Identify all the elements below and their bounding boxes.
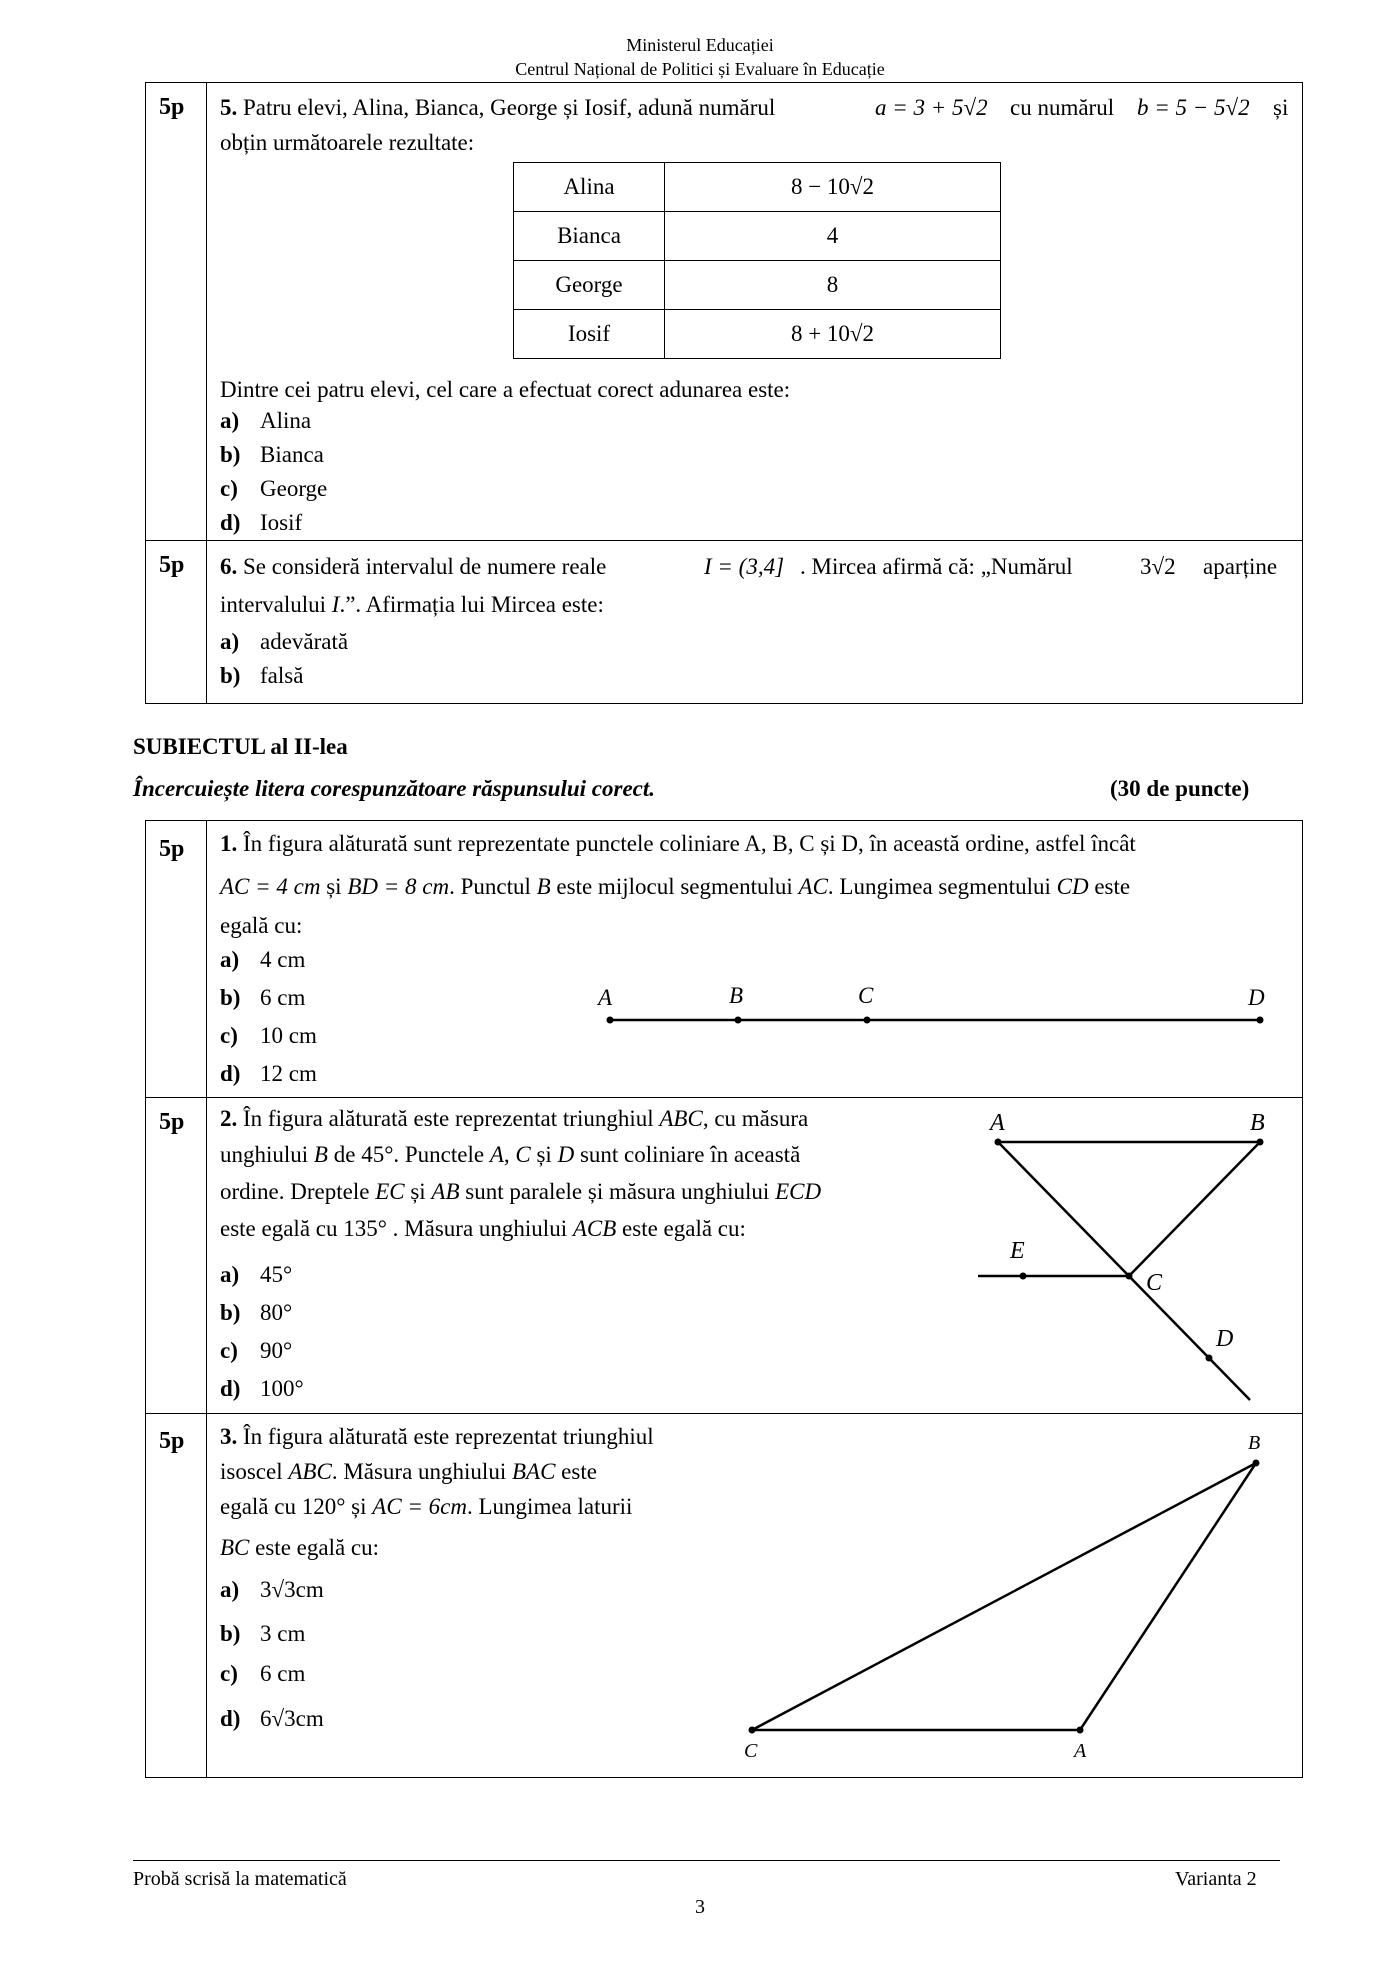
s2q1-line1: 1. În figura alăturată sunt reprezentate punctele coliniare A, B, C și D, în această ordine, astfel încât [220,831,1136,856]
s2q2-option-a[interactable]: a) 45° [220,1262,293,1287]
q6-text3: aparține [1203,554,1278,579]
point-c-dot [864,1017,871,1024]
s2q2-line4: este egală cu 135° . Măsura unghiului ACB este egală cu: [220,1216,746,1241]
q5-expr-b: b = 5 − 5√2 [1137,95,1250,120]
results-row [514,261,1001,310]
q5-text1: Patru elevi, Alina, Bianca, George și Iosif, adună numărul [243,95,776,120]
point-b-dot [1253,1460,1260,1467]
label-c: C [744,1740,758,1762]
point-d-dot [1206,1355,1213,1362]
q6-number: 6. [220,554,238,579]
s2q1-points: 5p [159,836,185,862]
s2q1-line2: AC = 4 cm și BD = 8 cm. Punctul B este mijlocul segmentului AC. Lungimea segmentului CD este [220,874,1131,899]
q5-option-c[interactable]: c) George [220,476,328,501]
isosceles-triangle-figure [730,1425,1270,1770]
result-value: 8 + 10√2 [665,310,1001,359]
row-divider [145,1097,1303,1098]
s2q3-option-a[interactable]: a) 3√3cm [220,1577,324,1602]
q6-interval: I = (3,4] [704,554,785,579]
q5-option-a[interactable]: a) Alina [220,408,312,433]
collinear-points-figure [590,975,1270,1035]
label-a: A [990,1110,1005,1136]
results-row [514,163,1001,212]
q5-text3: și [1273,95,1289,120]
point-a-dot [995,1139,1002,1146]
s2q2-option-b[interactable]: b) 80° [220,1300,293,1325]
footer-exam-name: Probă scrisă la matematică [133,1868,347,1890]
s2q3-option-b[interactable]: b) 3 cm [220,1621,306,1646]
result-name: George [514,261,665,310]
s2q2-line2: unghiului B de 45°. Punctele A, C și D sunt coliniare în această [220,1142,801,1167]
q5-option-b[interactable]: b) Bianca [220,442,324,467]
label-a: A [1074,1740,1087,1762]
q5-text2: cu numărul [1010,95,1115,120]
label-b: B [1250,1110,1265,1136]
s2q1-option-c[interactable]: c) 10 cm [220,1023,317,1048]
result-name: Iosif [514,310,665,359]
q6-text2: . Mircea afirmă că: „Numărul [800,554,1073,579]
result-value: 8 [665,261,1001,310]
label-b: B [1248,1432,1261,1454]
point-b-dot [735,1017,742,1024]
results-row [514,310,1001,359]
q5-number: 5. [220,95,238,120]
segment-cb [752,1463,1256,1730]
s2q3-option-d[interactable]: d) 6√3cm [220,1706,324,1731]
s2q1-option-a[interactable]: a) 4 cm [220,947,306,972]
label-c: C [858,983,874,1008]
footer-rule [133,1860,1280,1861]
label-c: C [1146,1270,1163,1296]
label-d: D [1216,1326,1234,1352]
s2q1-line3: egală cu: [220,913,303,938]
s2q3-line1: 3. În figura alăturată este reprezentat triunghiul [220,1424,654,1449]
label-e: E [1010,1238,1025,1264]
label-b: B [729,983,744,1008]
point-c-dot [749,1727,756,1734]
page-number: 3 [695,1896,705,1918]
q5-points: 5p [159,94,185,120]
q5-expr-a: a = 3 + 5√2 [875,95,988,120]
label-a: A [598,985,613,1010]
results-table [513,162,1001,359]
q6-text1: Se consideră intervalul de numere reale [243,554,607,579]
points-column-divider [206,820,207,1778]
label-d: D [1248,985,1265,1010]
footer-variant: Varianta 2 [1175,1868,1257,1890]
s2q3-option-c[interactable]: c) 6 cm [220,1661,306,1686]
q5-question: Dintre cei patru elevi, cel care a efectuat corect adunarea este: [220,377,791,402]
s2q3-line4: BC este egală cu: [220,1535,380,1560]
point-c-dot [1126,1273,1133,1280]
s2q3-line2: isoscel ABC. Măsura unghiului BAC este [220,1459,597,1484]
result-name: Bianca [514,212,665,261]
s2q2-option-c[interactable]: c) 90° [220,1338,293,1363]
triangle-parallel-figure [970,1100,1290,1402]
s2q1-option-b[interactable]: b) 6 cm [220,985,306,1010]
point-d-dot [1257,1017,1264,1024]
segment-bc [1129,1142,1260,1276]
header-center: Centrul Național de Politici și Evaluare în Educație [515,59,885,79]
point-a-dot [1077,1727,1084,1734]
q6-line2: intervalului I.”. Afirmația lui Mircea este: [220,592,604,617]
q6-var: I [331,592,340,617]
s2q3-points: 5p [159,1428,185,1454]
point-b-dot [1257,1139,1264,1146]
row-divider [145,540,1303,541]
result-name: Alina [514,163,665,212]
s2q2-points: 5p [159,1109,185,1135]
point-e-dot [1020,1273,1027,1280]
points-column-divider [206,82,207,704]
q6-option-a[interactable]: a) adevărată [220,629,349,654]
s2q2-line3: ordine. Dreptele EC și AB sunt paralele și măsura unghiului ECD [220,1179,822,1204]
q5-option-d[interactable]: d) Iosif [220,510,303,535]
result-value: 4 [665,212,1001,261]
q5-line1 [220,93,775,123]
line-acd [998,1142,1250,1400]
section-points: (30 de puncte) [1110,776,1250,801]
point-a-dot [607,1017,614,1024]
row-divider [145,1413,1303,1414]
q5-line2: obțin următoarele rezultate: [220,130,475,155]
header-ministry: Ministerul Educației [626,35,774,55]
section-title: SUBIECTUL al II-lea [133,734,348,759]
s2q2-line1: 2. În figura alăturată este reprezentat triunghiul ABC, cu măsura [220,1106,809,1131]
q6-points: 5p [159,552,185,578]
s2q3-line3: egală cu 120° și AC = 6cm. Lungimea laturii [220,1494,633,1519]
s2q2-option-d[interactable]: d) 100° [220,1376,304,1401]
q6-number-expr: 3√2 [1140,554,1176,579]
result-value: 8 − 10√2 [665,163,1001,212]
q6-line1 [220,552,606,582]
s2q1-option-d[interactable]: d) 12 cm [220,1061,317,1086]
q6-option-b[interactable]: b) falsă [220,663,304,688]
segment-ab [1080,1463,1256,1730]
section-instruction: Încercuiește litera corespunzătoare răspunsului corect. [133,776,656,801]
results-row [514,212,1001,261]
